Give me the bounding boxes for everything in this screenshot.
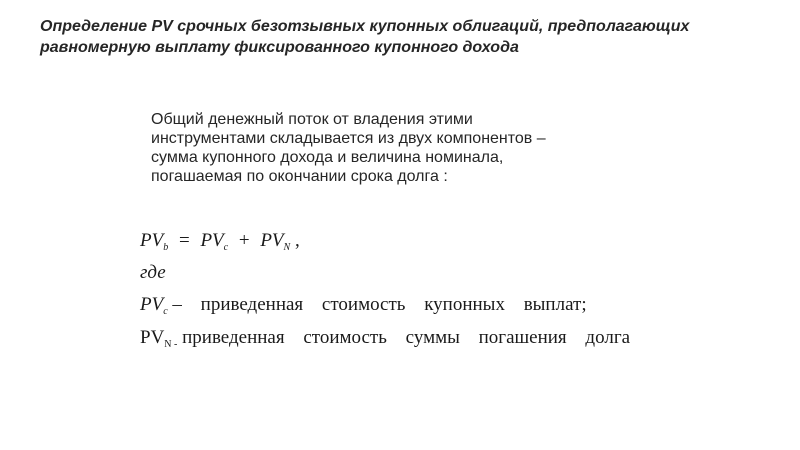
formula-comma: ,: [294, 230, 300, 251]
slide-title: Определение PV срочных безотзывных купонных облигаций, предполагающих равномерную выплату фиксированного купонного дохода: [40, 18, 690, 56]
coupon-pv-definition: [140, 294, 587, 317]
subscript-n: N -: [164, 339, 178, 350]
subscript-c: c: [163, 306, 168, 317]
nominal-pv-definition: [140, 327, 630, 350]
pv-symbol: PV: [140, 294, 164, 315]
description-line: Общий денежный поток от владения этими: [151, 111, 473, 128]
subscript-c: c: [223, 242, 229, 253]
pv-symbol: PV: [260, 230, 284, 251]
description-line: погашаемая по окончании срока долга :: [151, 168, 448, 185]
nominal-pv-definition-text: приведенная стоимость суммы погашения долга: [182, 327, 631, 348]
subscript-n: N: [283, 242, 291, 253]
subscript-b: b: [163, 242, 169, 253]
description-line: сумма купонного дохода и величина номинала,: [151, 149, 504, 166]
pv-symbol: PV: [200, 230, 224, 251]
coupon-pv-definition-text: – приведенная стоимость купонных выплат;: [172, 294, 587, 315]
cash-flow-description: [151, 110, 711, 186]
plus-sign: +: [238, 230, 250, 251]
pv-bond-formula: [140, 230, 300, 253]
pv-symbol: PV: [140, 230, 164, 251]
where-label: где: [140, 262, 166, 283]
equals-sign: =: [178, 230, 190, 251]
pv-symbol: PV: [140, 327, 165, 348]
description-line: инструментами складывается из двух компонентов –: [151, 130, 546, 147]
